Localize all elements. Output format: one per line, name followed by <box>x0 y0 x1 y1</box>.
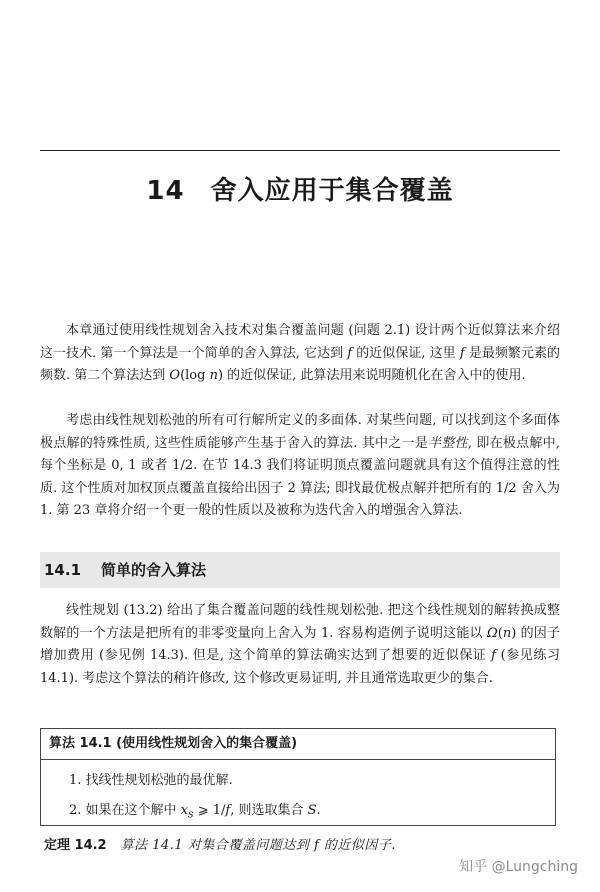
section-heading <box>40 552 560 588</box>
theorem-label: 定理 14.2 <box>44 838 107 853</box>
text-run: , 则选取集合 <box>230 803 308 818</box>
text-run: (log <box>180 368 210 383</box>
chapter-rule <box>40 150 560 151</box>
math-var: f <box>459 345 465 361</box>
text-run: 2. 如果在这个解中 <box>69 803 181 818</box>
algorithm-step-2 <box>69 799 321 821</box>
text-run: 考虑由线性规划松弛的所有可行解所定义的多面体. 对某些问题, 可以找到这个多面体极点解的特殊性质, 这些性质能够产生基于舍入的算法. 其中之一是 <box>40 413 560 451</box>
math-var: O <box>169 368 181 383</box>
paragraph-polyhedron <box>40 410 560 523</box>
math-var: n <box>502 625 512 641</box>
text-run: ) 的近似保证, 此算法用来说明随机化在舍入中的使用. <box>217 368 526 383</box>
paragraph-lp-relaxation <box>40 600 560 690</box>
paragraph-intro <box>40 320 560 388</box>
section-number: 14.1 <box>44 561 82 579</box>
text-run: ) 的因子增加费用 (参见例 14.3). 但是, 这个简单的算法确实达到了想要的近似保证 <box>40 625 560 663</box>
chapter-number: 14 <box>146 176 185 206</box>
text-run: ( <box>497 625 503 641</box>
text-run: ⩾ 1/ <box>193 803 226 818</box>
math-var: x <box>180 803 189 818</box>
math-var: n <box>209 368 218 383</box>
math-var: f <box>491 648 496 663</box>
algorithm-box <box>40 728 556 826</box>
chapter-title: 舍入应用于集合覆盖 <box>210 176 454 206</box>
math-subscript: s <box>188 807 194 821</box>
text-run: . <box>316 803 321 818</box>
math-var: f <box>347 345 353 361</box>
chapter-heading <box>40 170 560 207</box>
text-run: 的近似保证, 这里 <box>352 345 460 361</box>
section-title: 简单的舍入算法 <box>101 561 207 579</box>
emphasis-term: 半整性 <box>428 435 468 451</box>
math-var: f <box>225 803 231 818</box>
text-run: 本章通过使用线性规划舍入技术对集合覆盖问题 (问题 2.1) 设计两个近似算法来介绍这一技术. 第一个算法是一个简单的舍入算法, 它达到 <box>40 323 560 361</box>
text-run: 是最频繁元素的频数. 第二个算法达到 <box>40 345 560 383</box>
math-var: Ω <box>487 625 498 641</box>
math-var: S <box>307 803 317 818</box>
watermark-text: 知乎 @Lungching <box>459 859 578 875</box>
text-run: , 即在极点解中, 每个坐标是 0, 1 或者 1/2. 在节 14.3 我们将证明顶点覆盖问题就具有这个值得注意的性质. 这个性质对加权顶点覆盖直接给出因子 2 算法; 即找最优极点解并把所有的 1/2 舍入为 1. 第 23 章将介绍一个更一般的性质以及被称为迭代舍入的增强舍入算法. <box>40 435 560 518</box>
theorem-text: 算法 14.1 对集合覆盖问题达到 f 的近似因子. <box>120 838 397 853</box>
text-run: 线性规划 (13.2) 给出了集合覆盖问题的线性规划松弛. 把这个线性规划的解转换成整数解的一个方法是把所有的非零变量向上舍入为 1. 容易构造例子说明这能以 <box>40 603 560 641</box>
algorithm-step-1: 1. 找线性规划松弛的最优解. <box>69 773 233 788</box>
theorem-statement <box>44 834 396 853</box>
text-run: (参见练习 14.1). 考虑这个算法的稍许修改, 这个修改更易证明, 并且通常选取更少的集合. <box>40 648 560 686</box>
algorithm-title: 算法 14.1 (使用线性规划舍入的集合覆盖) <box>41 729 555 760</box>
